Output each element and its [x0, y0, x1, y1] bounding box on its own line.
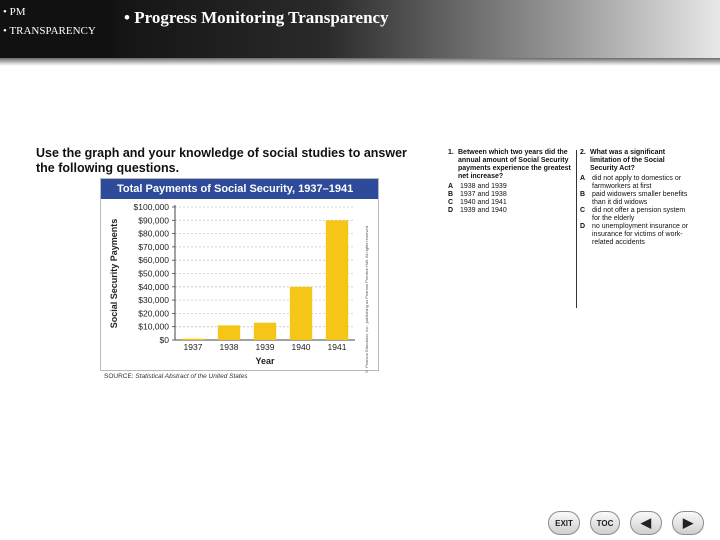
- answer-option: [580, 191, 690, 207]
- option-text: did not apply to domestics or farmworkers at first: [592, 175, 682, 190]
- answer-option: [580, 207, 690, 223]
- option-text: did not offer a pension system for the elderly: [592, 207, 686, 222]
- answer-option: [580, 223, 690, 247]
- y-tick-label: $30,000: [138, 295, 169, 306]
- option-letter: B: [448, 191, 454, 198]
- banner-shadow-edge: [0, 58, 720, 66]
- option-text: 1937 and 1938: [460, 191, 507, 198]
- question-text: What was a significant limitation of the Social Security Act?: [590, 149, 666, 172]
- instructions-text: Use the graph and your knowledge of social studies to answer the following questions.: [36, 146, 407, 175]
- answer-option: [580, 175, 690, 191]
- bar-1941: [326, 220, 348, 340]
- answer-option: [448, 199, 574, 207]
- y-tick-label: $80,000: [138, 228, 169, 239]
- y-tick-label: $70,000: [138, 241, 169, 252]
- previous-button[interactable]: [630, 511, 662, 535]
- source-title: Statistical Abstract of the United States: [135, 373, 248, 380]
- question-text: Between which two years did the annual amount of Social Security payments experience the greatest net increase?: [458, 149, 571, 180]
- next-button[interactable]: [672, 511, 704, 535]
- y-tick-label: $20,000: [138, 308, 169, 319]
- option-letter: C: [448, 199, 454, 206]
- option-letter: B: [580, 191, 586, 198]
- banner-label-pm: • PM: [3, 6, 26, 18]
- option-text: no unemployment insurance or insurance for victims of work-related accidents: [592, 223, 689, 246]
- chart-title: Total Payments of Social Security, 1937–1941: [101, 179, 378, 199]
- question-1: [448, 149, 574, 215]
- question-stem: [580, 149, 690, 173]
- question-divider: [576, 150, 577, 308]
- x-tick-label: 1941: [327, 342, 347, 352]
- option-letter: A: [580, 175, 586, 182]
- y-tick-label: $50,000: [138, 268, 169, 279]
- x-tick-label: 1940: [291, 342, 311, 352]
- y-axis-title: Social Security Payments: [109, 218, 119, 329]
- bar-1938: [218, 325, 240, 340]
- bar-1940: [290, 287, 312, 340]
- y-tick-label: $60,000: [138, 255, 169, 266]
- option-letter: A: [448, 183, 454, 190]
- y-tick-label: $100,000: [133, 202, 169, 212]
- option-text: paid widowers smaller benefits than it did widows: [592, 191, 688, 206]
- copyright-note: © Pearson Education, Inc., publishing as Pearson Prentice Hall. All rights reserved.: [364, 224, 369, 374]
- source-prefix: SOURCE:: [104, 373, 136, 380]
- option-letter: D: [580, 223, 586, 230]
- bar-1937: [182, 339, 204, 340]
- option-text: 1938 and 1939: [460, 183, 507, 190]
- y-tick-label: $90,000: [138, 215, 169, 226]
- option-letter: D: [448, 207, 454, 214]
- x-tick-label: 1937: [183, 342, 203, 352]
- banner-label-transparency: • TRANSPARENCY: [3, 25, 96, 37]
- question-number: 2.: [580, 149, 586, 156]
- answer-option: [448, 207, 574, 215]
- arrow-left-icon: ◀: [641, 515, 651, 530]
- answer-option: [448, 191, 574, 199]
- toc-button[interactable]: TOC: [590, 511, 620, 535]
- y-tick-label: $0: [159, 335, 169, 345]
- y-tick-label: $10,000: [138, 321, 169, 332]
- chart-source: [104, 373, 248, 380]
- question-stem: [448, 149, 574, 181]
- exit-button[interactable]: EXIT: [548, 511, 580, 535]
- answer-option: [448, 183, 574, 191]
- option-text: 1940 and 1941: [460, 199, 507, 206]
- header-banner: [0, 0, 113, 58]
- bar-1939: [254, 323, 276, 340]
- option-text: 1939 and 1940: [460, 207, 507, 214]
- x-tick-label: 1939: [255, 342, 275, 352]
- x-tick-label: 1938: [219, 342, 239, 352]
- x-axis-title: Year: [255, 356, 275, 366]
- question-2: [580, 149, 690, 247]
- option-letter: C: [580, 207, 586, 214]
- question-number: 1.: [448, 149, 454, 156]
- chart-panel: [100, 178, 379, 371]
- bar-chart: [101, 199, 378, 370]
- y-tick-label: $40,000: [138, 281, 169, 292]
- page-title: • Progress Monitoring Transparency: [124, 8, 389, 27]
- arrow-right-icon: ▶: [683, 515, 693, 530]
